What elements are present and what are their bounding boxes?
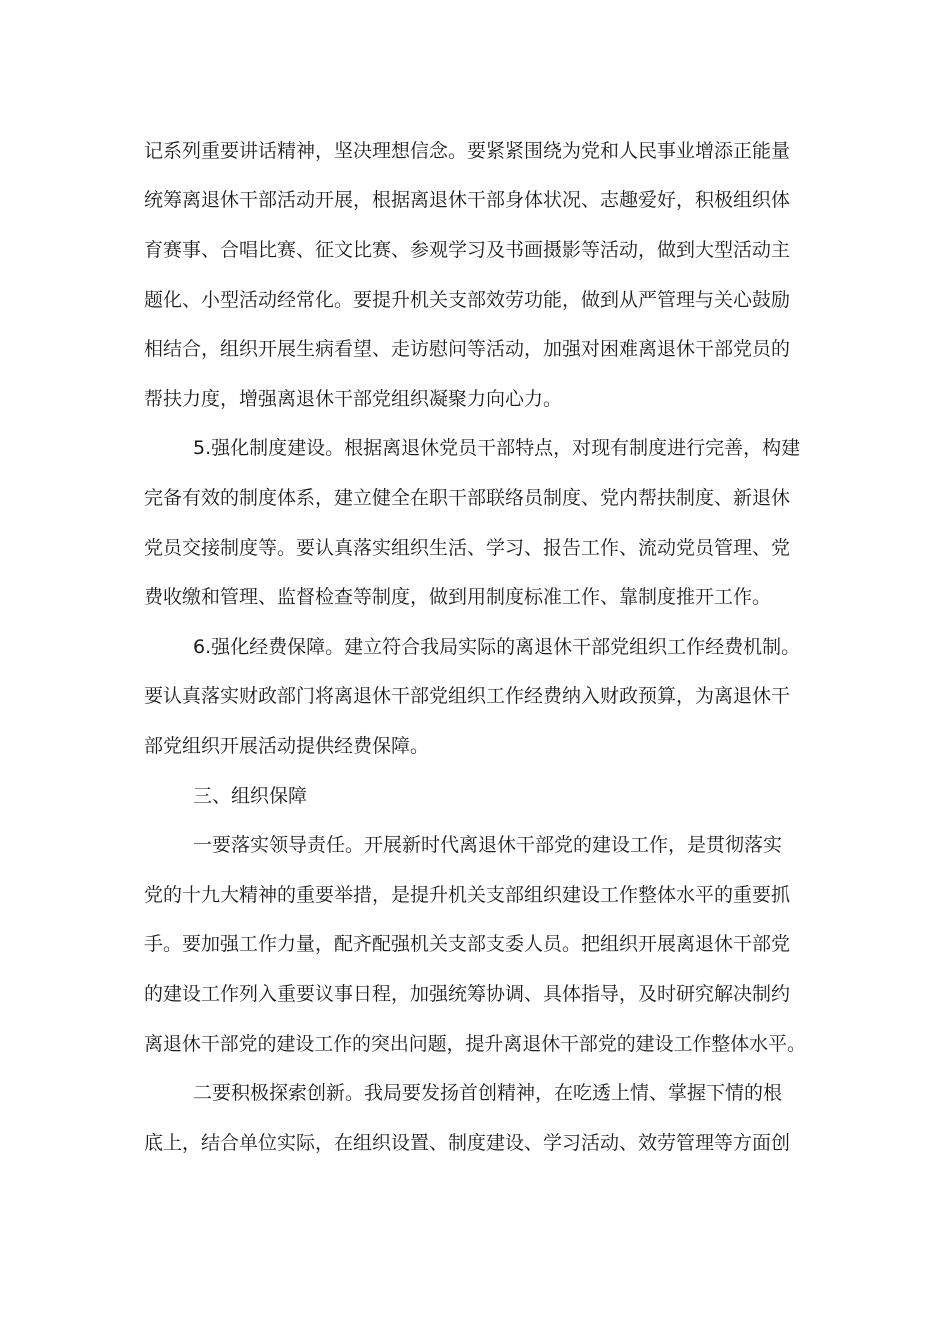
text-line: 党员交接制度等。要认真落实组织生活、学习、报告工作、流动党员管理、党: [144, 537, 791, 559]
text-line: 的建设工作列入重要议事日程，加强统筹协调、具体指导，及时研究解决制约: [144, 983, 791, 1005]
text-line: 党的十九大精神的重要举措，是提升机关支部组织建设工作整体水平的重要抓: [144, 884, 791, 906]
paragraph-first-line: 6.强化经费保障。建立符合我局实际的离退休干部党组织工作经费机制。: [193, 636, 801, 658]
text-line: 费收缴和管理、监督检查等制度，做到用制度标准工作、靠制度推开工作。: [144, 586, 772, 608]
text-line: 帮扶力度，增强离退休干部党组织凝聚力向心力。: [144, 388, 563, 410]
text-line: 相结合，组织开展生病看望、走访慰问等活动，加强对困难离退休干部党员的: [144, 338, 791, 360]
section-heading: 三、组织保障: [193, 785, 308, 807]
text-line: 题化、小型活动经常化。要提升机关支部效劳功能，做到从严管理与关心鼓励: [144, 289, 791, 311]
text-line: 统筹离退休干部活动开展，根据离退休干部身体状况、志趣爱好，积极组织体: [144, 189, 791, 211]
paragraph-first-line: 一要落实领导责任。开展新时代离退休干部党的建设工作，是贯彻落实: [193, 834, 783, 856]
text-line: 完备有效的制度体系，建立健全在职干部联络员制度、党内帮扶制度、新退休: [144, 487, 791, 509]
text-line: 手。要加强工作力量，配齐配强机关支部支委人员。把组织开展离退休干部党: [144, 933, 791, 955]
text-line: 育赛事、合唱比赛、征文比赛、参观学习及书画摄影等活动，做到大型活动主: [144, 239, 791, 261]
paragraph-first-line: 二要积极探索创新。我局要发扬首创精神，在吃透上情、掌握下情的根: [193, 1082, 783, 1104]
text-line: 部党组织开展活动提供经费保障。: [144, 735, 430, 757]
text-line: 离退休干部党的建设工作的突出问题，提升离退休干部党的建设工作整体水平。: [144, 1033, 806, 1055]
paragraph-first-line: 5.强化制度建设。根据离退休党员干部特点，对现有制度进行完善，构建: [193, 437, 801, 459]
text-line: 记系列重要讲话精神，坚决理想信念。要紧紧围绕为党和人民事业增添正能量: [144, 140, 791, 162]
text-line: 要认真落实财政部门将离退休干部党组织工作经费纳入财政预算，为离退休干: [144, 685, 791, 707]
text-line: 底上，结合单位实际，在组织设置、制度建设、学习活动、效劳管理等方面创: [144, 1132, 791, 1154]
